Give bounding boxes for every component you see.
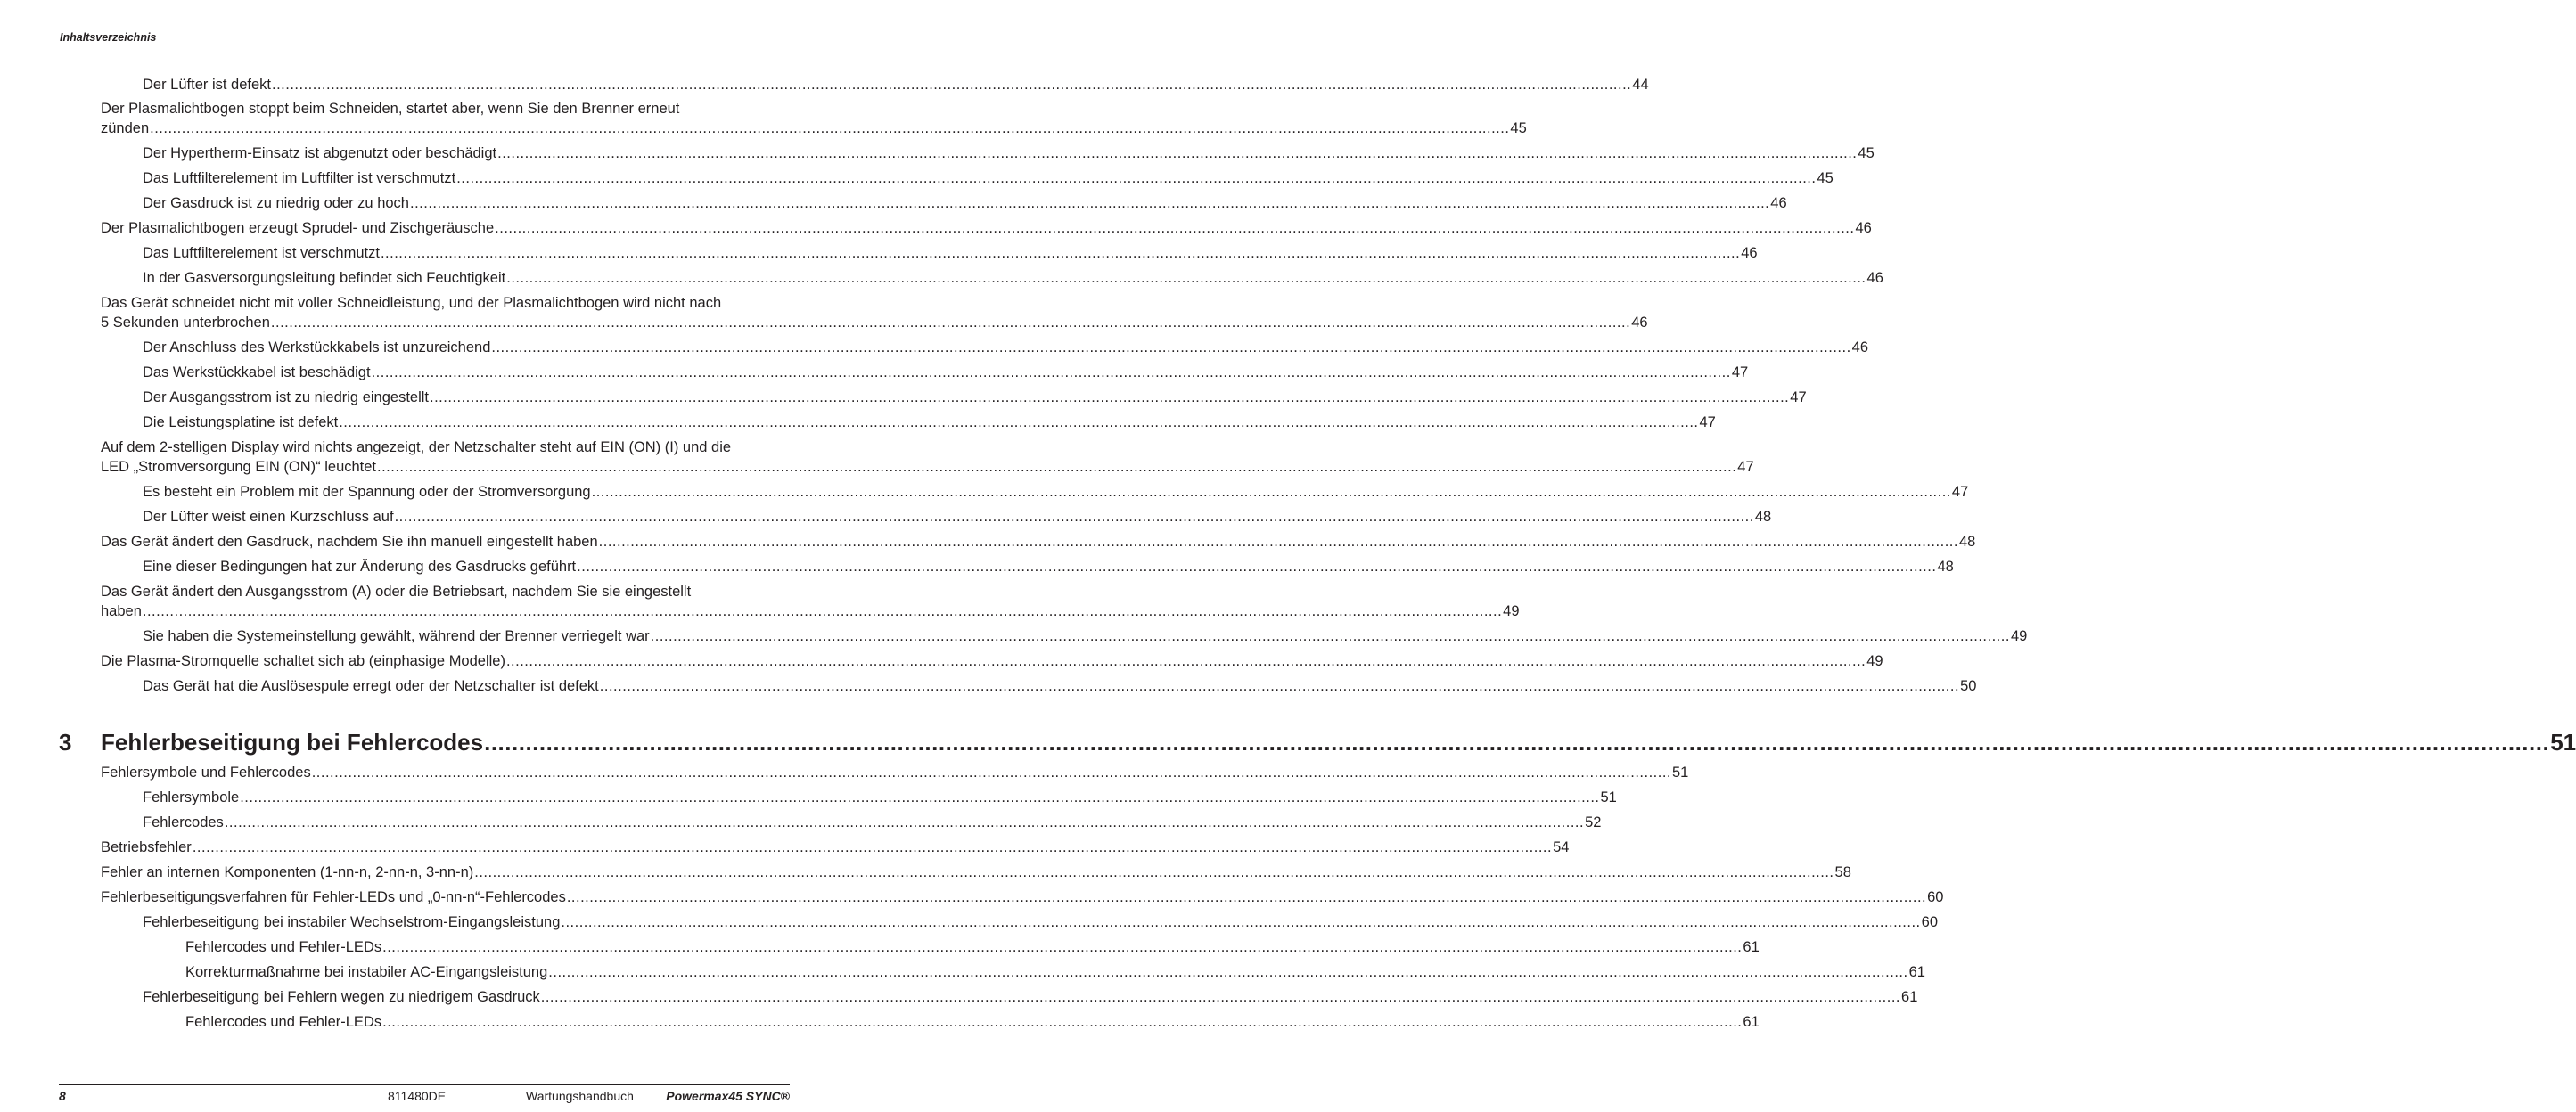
- toc-entry-page: 47: [1731, 364, 1749, 380]
- toc-entry[interactable]: [143, 143, 1875, 163]
- dot-leader: ............................................................................................................................................................................................................................................................................................................: [591, 484, 1951, 500]
- toc-entry[interactable]: [143, 987, 1918, 1007]
- toc-entry-page: 54: [1553, 839, 1570, 855]
- toc-entry-page: 45: [1817, 170, 1834, 186]
- toc-entry-title: zünden: [101, 120, 150, 136]
- toc-entry-title-line1: Der Plasmalichtbogen stoppt beim Schneiden, startet aber, wenn Sie den Brenner erneut: [101, 101, 680, 117]
- toc-entry-title: Fehlercodes: [143, 814, 224, 830]
- toc-entry-title: Der Anschluss des Werkstückkabels ist unzureichend: [143, 339, 491, 356]
- toc-entry-title: 5 Sekunden unterbrochen: [101, 315, 270, 331]
- toc-entry-title-line1: Auf dem 2-stelligen Display wird nichts angezeigt, der Netzschalter steht auf EIN (ON) (I) und die: [101, 439, 732, 455]
- toc-entry-title: Das Gerät ändert den Gasdruck, nachdem Sie ihn manuell eingestellt haben: [101, 534, 598, 550]
- dot-leader: ............................................................................................................................................................................................................................................................................................................: [506, 270, 1866, 286]
- dot-leader: ............................................................................................................................................................................................................................................................................................................: [540, 989, 1901, 1005]
- dot-leader: ............................................................................................................................................................................................................................................................................................................: [505, 653, 1866, 669]
- toc-entry[interactable]: [143, 268, 1883, 288]
- toc-entry-page: 47: [1699, 414, 1716, 430]
- dot-leader: ............................................................................................................................................................................................................................................................................................................: [377, 459, 1737, 475]
- dot-leader: ............................................................................................................................................................................................................................................................................................................: [566, 889, 1927, 905]
- toc-entry[interactable]: [143, 168, 1834, 188]
- toc-entry-title: Das Luftfilterelement im Luftfilter ist verschmutzt: [143, 170, 456, 186]
- toc-entry-page: 46: [1631, 315, 1648, 331]
- chapter-number: 3: [59, 729, 72, 756]
- footer-manual-title: Wartungshandbuch: [526, 1089, 634, 1103]
- toc-entry[interactable]: [143, 557, 1954, 576]
- toc-entry-title: Fehlercodes und Fehler-LEDs: [185, 939, 382, 955]
- toc-entry[interactable]: [101, 293, 1648, 332]
- toc-entry-title: Das Gerät hat die Auslösespule erregt oder der Netzschalter ist defekt: [143, 678, 599, 694]
- toc-entry-page: 60: [1927, 889, 1944, 905]
- dot-leader: ............................................................................................................................................................................................................................................................................................................: [474, 864, 1834, 880]
- dot-leader: ............................................................................................................................................................................................................................................................................................................: [371, 364, 1731, 380]
- toc-entry[interactable]: [185, 962, 1925, 982]
- toc-entry-page: 52: [1585, 814, 1602, 830]
- dot-leader: ............................................................................................................................................................................................................................................................................................................: [270, 315, 1631, 331]
- dot-leader: ............................................................................................................................................................................................................................................................................................................: [577, 559, 1937, 575]
- toc-entry-title: Sie haben die Systemeinstellung gewählt, während der Brenner verriegelt war: [143, 628, 650, 644]
- toc-entry-page: 47: [1951, 484, 1969, 500]
- toc-entry[interactable]: [143, 813, 1602, 832]
- dot-leader: ............................................................................................................................................................................................................................................................................................................: [271, 77, 1632, 93]
- toc-entry-title: Fehler an internen Komponenten (1-nn-n, 2-nn-n, 3-nn-n): [101, 864, 474, 880]
- toc-entry[interactable]: [101, 651, 1883, 671]
- toc-entry-page: 61: [1743, 939, 1760, 955]
- dot-leader: ............................................................................................................................................................................................................................................................................................................: [650, 628, 2010, 644]
- footer-page-number: 8: [59, 1089, 66, 1103]
- dot-leader: ............................................................................................................................................................................................................................................................................................................: [598, 534, 1958, 550]
- toc-entry[interactable]: [101, 99, 1527, 138]
- dot-leader: ............................................................................................................................................................................................................................................................................................................: [394, 509, 1754, 525]
- toc-entry[interactable]: [101, 582, 1520, 621]
- toc-entry-page: 48: [1937, 559, 1954, 575]
- toc-entry-title: Fehlersymbole: [143, 789, 240, 805]
- toc-entry-page: 51: [1600, 789, 1617, 805]
- toc-entry[interactable]: [143, 388, 1807, 407]
- toc-entry-page: 44: [1632, 77, 1649, 93]
- toc-entry[interactable]: [101, 218, 1872, 238]
- toc-entry-title: Fehlerbeseitigung bei Fehlern wegen zu niedrigem Gasdruck: [143, 989, 540, 1005]
- toc-entry-page: 46: [1866, 270, 1883, 286]
- chapter-page: 51: [2550, 729, 2576, 756]
- toc-entry[interactable]: [143, 243, 1758, 263]
- toc-entry-page: 58: [1834, 864, 1851, 880]
- toc-entry-title: Der Lüfter ist defekt: [143, 77, 271, 93]
- toc-entry-page: 46: [1741, 245, 1758, 261]
- dot-leader: ............................................................................................................................................................................................................................................................................................................: [192, 839, 1553, 855]
- toc-entry-title: Die Leistungsplatine ist defekt: [143, 414, 339, 430]
- toc-entry-page: 45: [1510, 120, 1527, 136]
- toc-entry[interactable]: [143, 788, 1617, 807]
- dot-leader: ............................................................................................................................................................................................................................................................................................................: [484, 729, 2550, 756]
- toc-entry[interactable]: [101, 437, 1754, 477]
- dot-leader: ............................................................................................................................................................................................................................................................................................................: [150, 120, 1510, 136]
- toc-entry-page: 49: [1866, 653, 1883, 669]
- toc-entry[interactable]: [143, 676, 1977, 696]
- toc-entry-title: In der Gasversorgungsleitung befindet sich Feuchtigkeit: [143, 270, 506, 286]
- toc-entry[interactable]: [185, 1012, 1760, 1032]
- toc-entry-title: Betriebsfehler: [101, 839, 192, 855]
- dot-leader: ............................................................................................................................................................................................................................................................................................................: [561, 914, 1921, 930]
- toc-entry-page: 45: [1858, 145, 1875, 161]
- toc-entry-title-line1: Das Gerät ändert den Ausgangsstrom (A) oder die Betriebsart, nachdem Sie sie eingestellt: [101, 584, 692, 600]
- toc-entry-title: Es besteht ein Problem mit der Spannung oder der Stromversorgung: [143, 484, 591, 500]
- dot-leader: ............................................................................................................................................................................................................................................................................................................: [339, 414, 1699, 430]
- toc-entry-title: Fehlercodes und Fehler-LEDs: [185, 1014, 382, 1030]
- dot-leader: ............................................................................................................................................................................................................................................................................................................: [599, 678, 1960, 694]
- dot-leader: ............................................................................................................................................................................................................................................................................................................: [382, 1014, 1743, 1030]
- dot-leader: ............................................................................................................................................................................................................................................................................................................: [409, 195, 1770, 211]
- toc-entry[interactable]: [143, 338, 1869, 357]
- toc-entry-page: 51: [1672, 764, 1689, 781]
- toc-entry-page: 60: [1921, 914, 1939, 930]
- toc-entry-page: 49: [2010, 628, 2028, 644]
- chapter-title: Fehlerbeseitigung bei Fehlercodes: [101, 729, 484, 756]
- toc-entry-title-line1: Das Gerät schneidet nicht mit voller Schneidleistung, und der Plasmalichtbogen wird nicht nach: [101, 295, 722, 311]
- dot-leader: ............................................................................................................................................................................................................................................................................................................: [491, 339, 1851, 356]
- toc-entry[interactable]: [143, 75, 1649, 94]
- toc-entry[interactable]: [185, 937, 1760, 957]
- toc-entry[interactable]: [101, 763, 1689, 782]
- toc-entry-title: Eine dieser Bedingungen hat zur Änderung des Gasdrucks geführt: [143, 559, 577, 575]
- toc-entry-page: 48: [1958, 534, 1976, 550]
- dot-leader: ............................................................................................................................................................................................................................................................................................................: [142, 603, 1503, 619]
- toc-entry[interactable]: [143, 363, 1749, 382]
- toc-entry-page: 47: [1737, 459, 1754, 475]
- toc-entry-title: Das Luftfilterelement ist verschmutzt: [143, 245, 380, 261]
- toc-entry-page: 61: [1908, 964, 1925, 980]
- footer-product-name: Powermax45 SYNC®: [666, 1089, 790, 1103]
- toc-entry-page: 61: [1743, 1014, 1760, 1030]
- toc-entry-title: Das Werkstückkabel ist beschädigt: [143, 364, 371, 380]
- toc-entry[interactable]: [143, 507, 1772, 527]
- toc-entry-page: 48: [1754, 509, 1772, 525]
- toc-entry[interactable]: [101, 838, 1570, 857]
- toc-entry[interactable]: [143, 912, 1939, 932]
- dot-leader: ............................................................................................................................................................................................................................................................................................................: [240, 789, 1600, 805]
- toc-entry-title: Der Ausgangsstrom ist zu niedrig eingestellt: [143, 389, 429, 405]
- toc-entry-page: 47: [1790, 389, 1807, 405]
- dot-leader: ............................................................................................................................................................................................................................................................................................................: [456, 170, 1817, 186]
- toc-entry-page: 61: [1901, 989, 1918, 1005]
- toc-entry-title: Die Plasma-Stromquelle schaltet sich ab (einphasige Modelle): [101, 653, 505, 669]
- toc-entry-page: 46: [1851, 339, 1869, 356]
- toc-entry[interactable]: [143, 626, 2028, 646]
- toc-entry[interactable]: [101, 887, 1944, 907]
- toc-entry-title: Der Hypertherm-Einsatz ist abgenutzt oder beschädigt: [143, 145, 497, 161]
- running-header: Inhaltsverzeichnis: [60, 31, 157, 44]
- toc-entry-page: 49: [1503, 603, 1520, 619]
- footer-doc-number: 811480DE: [388, 1089, 447, 1103]
- toc-entry-title: Fehlerbeseitigungsverfahren für Fehler-LEDs und „0-nn-n“-Fehlercodes: [101, 889, 566, 905]
- dot-leader: ............................................................................................................................................................................................................................................................................................................: [430, 389, 1790, 405]
- toc-entry[interactable]: [143, 413, 1716, 432]
- toc-entry-title: Korrekturmaßnahme bei instabiler AC-Eingangsleistung: [185, 964, 548, 980]
- toc-entry[interactable]: [101, 863, 1851, 882]
- toc-entry-page: 46: [1770, 195, 1787, 211]
- toc-entry-title: LED „Stromversorgung EIN (ON)“ leuchtet: [101, 459, 377, 475]
- toc-entry[interactable]: [143, 193, 1787, 213]
- dot-leader: ............................................................................................................................................................................................................................................................................................................: [311, 764, 1671, 781]
- footer-rule: [59, 1084, 790, 1085]
- toc-entry-page: 46: [1855, 220, 1872, 236]
- toc-entry-title: haben: [101, 603, 142, 619]
- toc-entry-title: Der Gasdruck ist zu niedrig oder zu hoch: [143, 195, 409, 211]
- dot-leader: ............................................................................................................................................................................................................................................................................................................: [548, 964, 1908, 980]
- toc-entry-title: Fehlerbeseitigung bei instabiler Wechselstrom-Eingangsleistung: [143, 914, 561, 930]
- toc-entry-title: Der Plasmalichtbogen erzeugt Sprudel- und Zischgeräusche: [101, 220, 495, 236]
- dot-leader: ............................................................................................................................................................................................................................................................................................................: [495, 220, 1855, 236]
- dot-leader: ............................................................................................................................................................................................................................................................................................................: [382, 939, 1743, 955]
- toc-entry[interactable]: [143, 482, 1969, 502]
- dot-leader: ............................................................................................................................................................................................................................................................................................................: [497, 145, 1858, 161]
- toc-entry[interactable]: [101, 532, 1976, 552]
- dot-leader: ............................................................................................................................................................................................................................................................................................................: [380, 245, 1741, 261]
- dot-leader: ............................................................................................................................................................................................................................................................................................................: [224, 814, 1585, 830]
- toc-entry-page: 50: [1960, 678, 1977, 694]
- toc-entry-title: Der Lüfter weist einen Kurzschluss auf: [143, 509, 394, 525]
- toc-entry-title: Fehlersymbole und Fehlercodes: [101, 764, 311, 781]
